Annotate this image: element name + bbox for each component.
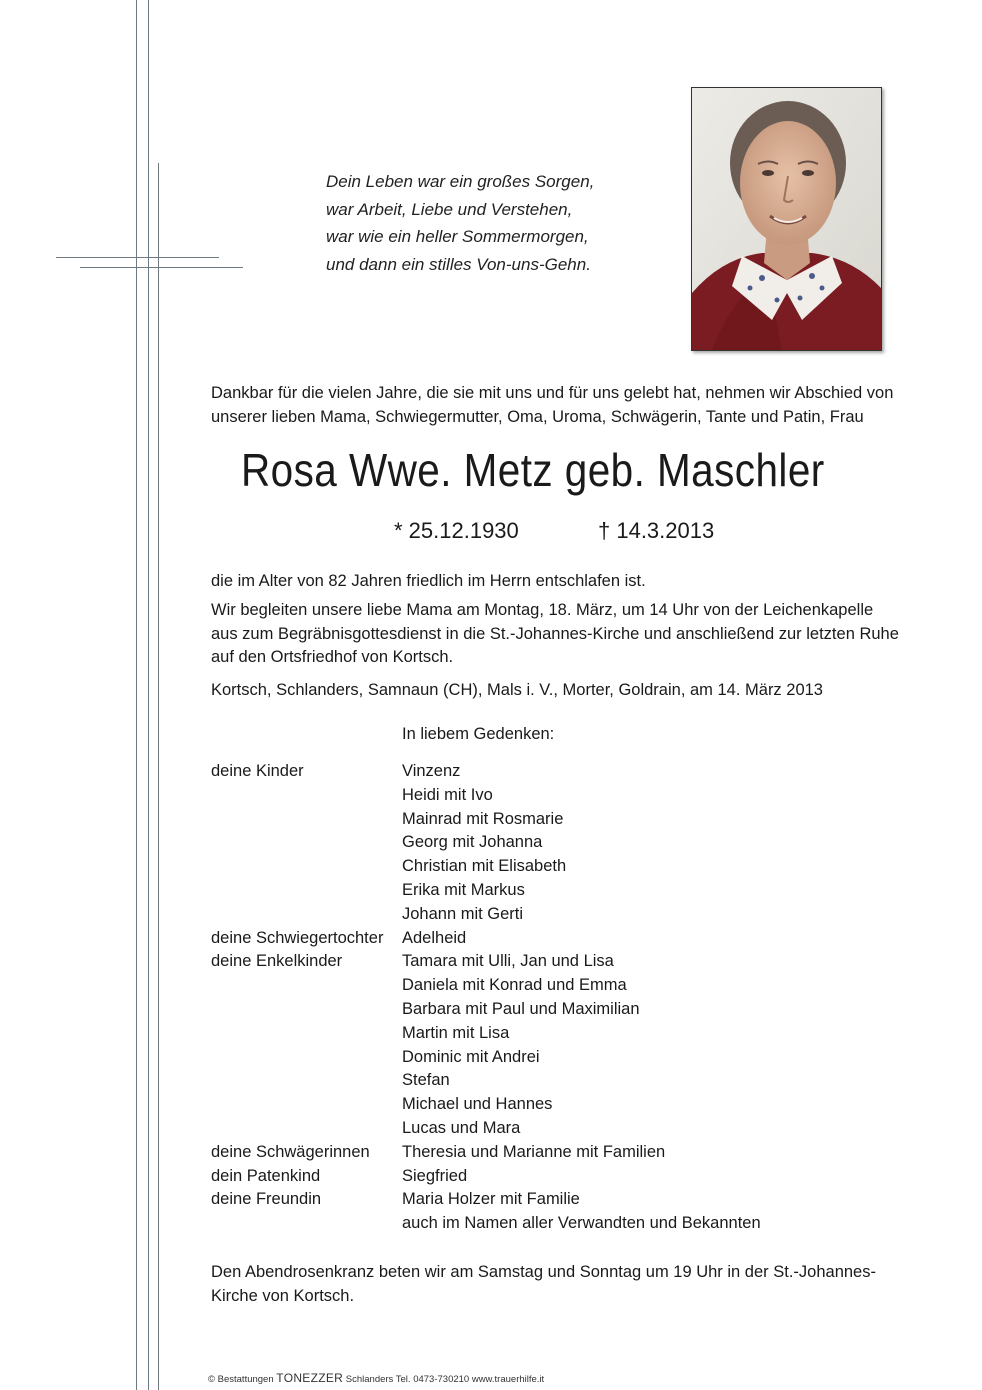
mourner-name: Martin mit Lisa <box>402 1023 510 1042</box>
poem-line: war Arbeit, Liebe und Verstehen, <box>326 199 573 219</box>
footer-prefix: © Bestattungen <box>208 1374 274 1385</box>
intro-line: unserer lieben Mama, Schwiegermutter, Oma, Uroma, Schwägerin, Tante und Patin, Frau <box>211 407 864 426</box>
cross-vertical-line-left <box>136 0 137 1390</box>
mourner-name: Erika mit Markus <box>402 880 525 899</box>
place-date-line: Kortsch, Schlanders, Samnaun (CH), Mals i. V., Morter, Goldrain, am 14. März 2013 <box>211 681 823 699</box>
mourner-relation: deine Kinder <box>211 762 304 780</box>
mourner-name: Vinzenz <box>402 762 461 780</box>
funeral-info <box>211 599 899 670</box>
memorial-poem <box>326 168 594 278</box>
mourner-relation: deine Schwiegertochter <box>211 928 384 947</box>
memory-heading: In liebem Gedenken: <box>402 725 555 743</box>
portrait-illustration <box>692 88 881 350</box>
poem-line: Dein Leben war ein großes Sorgen, <box>326 172 595 191</box>
footer-credit <box>208 1371 544 1385</box>
mourner-relation: dein Patenkind <box>211 1166 321 1185</box>
footer-rest: Schlanders Tel. 0473-730210 www.trauerhilfe.it <box>345 1374 545 1385</box>
cross-horizontal-line-top <box>56 257 219 258</box>
mourner-name: Stefan <box>402 1071 450 1090</box>
mourner-name: Daniela mit Konrad und Emma <box>402 976 627 995</box>
cross-vertical-line-right <box>148 0 149 1390</box>
cross-vertical-line-short <box>158 163 159 1390</box>
cross-horizontal-line-bottom <box>80 267 243 268</box>
mourner-name: Dominic mit Andrei <box>402 1047 540 1066</box>
mourner-name: Heidi mit Ivo <box>402 785 493 804</box>
birth-date: * 25.12.1930 <box>394 518 519 543</box>
mourner-name: auch im Namen aller Verwandten und Bekannten <box>402 1214 761 1233</box>
mourner-relation: deine Freundin <box>211 1190 322 1209</box>
rosary-note <box>211 1261 876 1308</box>
poem-line: war wie ein heller Sommermorgen, <box>326 227 589 246</box>
portrait-photo <box>691 87 882 351</box>
mourner-name: Michael und Hannes <box>402 1095 553 1114</box>
mourner-name: Johann mit Gerti <box>402 904 524 923</box>
mourner-name: Adelheid <box>402 928 467 947</box>
intro-text <box>211 382 901 429</box>
mourner-name: Mainrad mit Rosmarie <box>402 809 564 828</box>
mourner-name: Georg mit Johanna <box>402 833 543 852</box>
deceased-name: Rosa Wwe. Metz geb. Maschler <box>241 444 825 496</box>
mourner-name: Christian mit Elisabeth <box>402 857 567 876</box>
footer-brand: TONEZZER <box>276 1371 344 1385</box>
mourner-name: Lucas und Mara <box>402 1118 521 1137</box>
funeral-line: aus zum Begräbnisgottesdienst in die St.-Johannes-Kirche und anschließend zur letzten Ruhe <box>211 624 899 643</box>
rosary-line: Den Abendrosenkranz beten wir am Samstag und Sonntag um 19 Uhr in der St.-Johannes- <box>211 1263 876 1281</box>
intro-line: Dankbar für die vielen Jahre, die sie mit uns und für uns gelebt hat, nehmen wir Abschied von <box>211 384 894 402</box>
mourner-name: Tamara mit Ulli, Jan und Lisa <box>402 952 614 971</box>
mourner-name: Barbara mit Paul und Maximilian <box>402 999 640 1018</box>
age-line: die im Alter von 82 Jahren friedlich im Herrn entschlafen ist. <box>211 572 646 590</box>
mourner-name: Maria Holzer mit Familie <box>402 1190 580 1209</box>
mourner-name: Siegfried <box>402 1166 468 1185</box>
rosary-line: Kirche von Kortsch. <box>211 1286 355 1305</box>
mourner-relation: deine Enkelkinder <box>211 952 343 971</box>
poem-line: und dann ein stilles Von-uns-Gehn. <box>326 254 591 274</box>
mourner-name: Theresia und Marianne mit Familien <box>402 1142 666 1161</box>
mourner-relation: deine Schwägerinnen <box>211 1142 370 1161</box>
funeral-line: Wir begleiten unsere liebe Mama am Montag, 18. März, um 14 Uhr von der Leichenkapelle <box>211 601 874 619</box>
death-date: † 14.3.2013 <box>598 518 715 543</box>
funeral-line: auf den Ortsfriedhof von Kortsch. <box>211 648 454 666</box>
